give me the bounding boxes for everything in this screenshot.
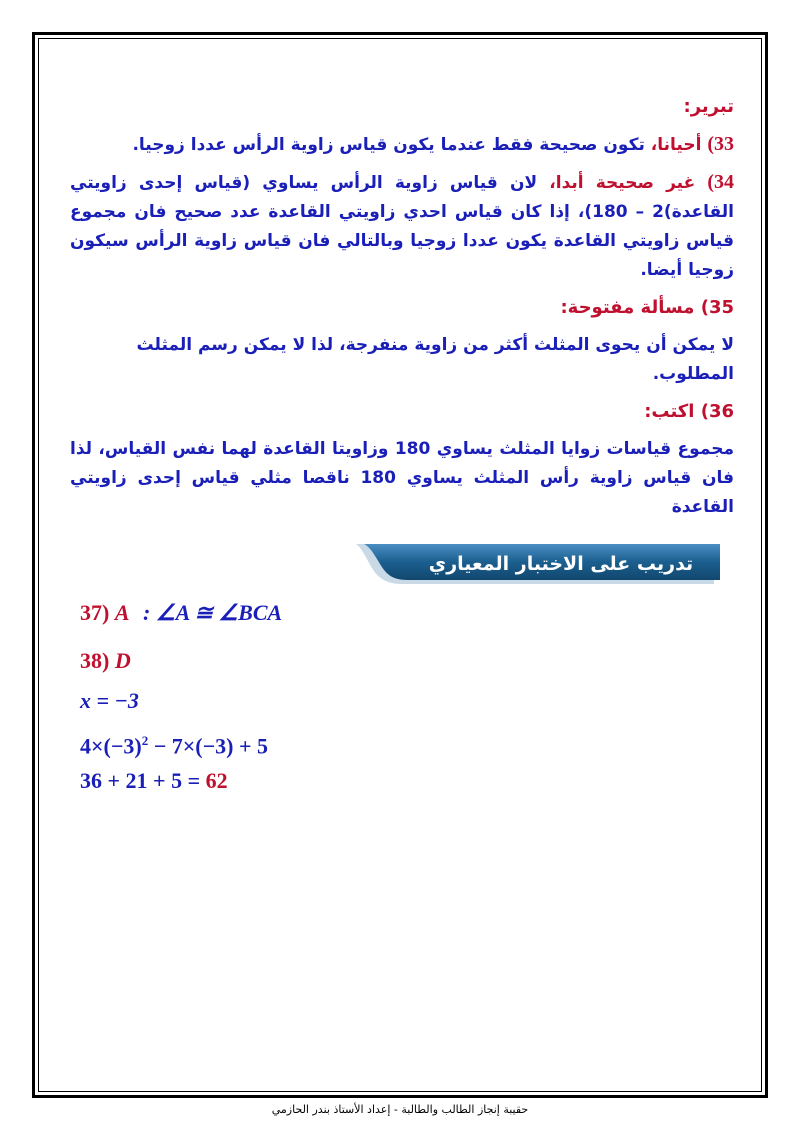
section-heading-justify: تبرير: [683,96,734,117]
answer-33-verdict: أحيانا، [650,135,702,155]
answer-33-number: 33) [707,133,734,155]
answer-35-heading: 35) مسألة مفتوحة: [560,297,734,318]
answer-34-verdict: غير صحيحة أبدا، [549,173,696,193]
answer-37-choice: A [114,600,130,625]
answer-36-heading: 36) اكتب: [644,401,734,422]
page-footer: حقيبة إنجاز الطالب والطالبة - إعداد الأستاذ بندر الحازمي [271,1103,529,1116]
answer-33-text: تكون صحيحة فقط عندما يكون قياس زاوية الرأس عددا زوجيا. [132,135,645,155]
step-2-part-b: − 7×(−3) + 5 [148,733,269,759]
answer-36-text: مجموع قياسات زوايا المثلث يساوي 180 وزاويتا القاعدة لهما نفس القياس، لذا فان قياس زاوية رأس المثلث يساوي 180 ناقصا مثلي قياس إحدى زاويتي القاعدة [70,439,734,517]
answer-34-text: لان قياس زاوية الرأس يساوي (قياس إحدى زاويتي القاعدة)2 – 180)، إذا كان قياس احدي زاويتي القاعدة عدد صحيح فان مجموع قياس زاويتي القاعدة يكون عددا زوجيا وبالتالي فان قياس زاوية الرأس سيكون زوجيا أيضا. [70,173,734,280]
answer-38-step-2 [80,724,282,764]
answer-37 [80,596,282,636]
answer-37-number: 37) [80,600,110,625]
answer-38 [80,644,282,684]
step-2-exponent: 2 [141,733,149,748]
practice-answers [80,596,282,804]
answers-content [70,92,734,530]
answer-37-reason: : ∠A ≅ ∠BCA [143,600,283,625]
answer-34-number: 34) [707,171,735,193]
answer-33 [70,130,734,160]
standardized-test-banner [356,544,720,584]
step-3-result: 62 [205,768,228,793]
step-2-part-a: 4×(−3) [80,733,142,759]
answer-38-choice: D [114,648,131,673]
step-1-text: x = −3 [80,688,139,713]
step-3-part-a: 36 + 21 + 5 = [80,768,206,793]
answer-38-step-1 [80,684,282,724]
banner-title: تدريب على الاختبار المعياري [428,553,694,575]
answer-38-number: 38) [80,648,110,673]
answer-38-step-3 [80,764,282,804]
answer-34 [70,168,734,285]
answer-35-text: لا يمكن أن يحوى المثلث أكثر من زاوية منفرجة، لذا لا يمكن رسم المثلث المطلوب. [136,335,734,384]
